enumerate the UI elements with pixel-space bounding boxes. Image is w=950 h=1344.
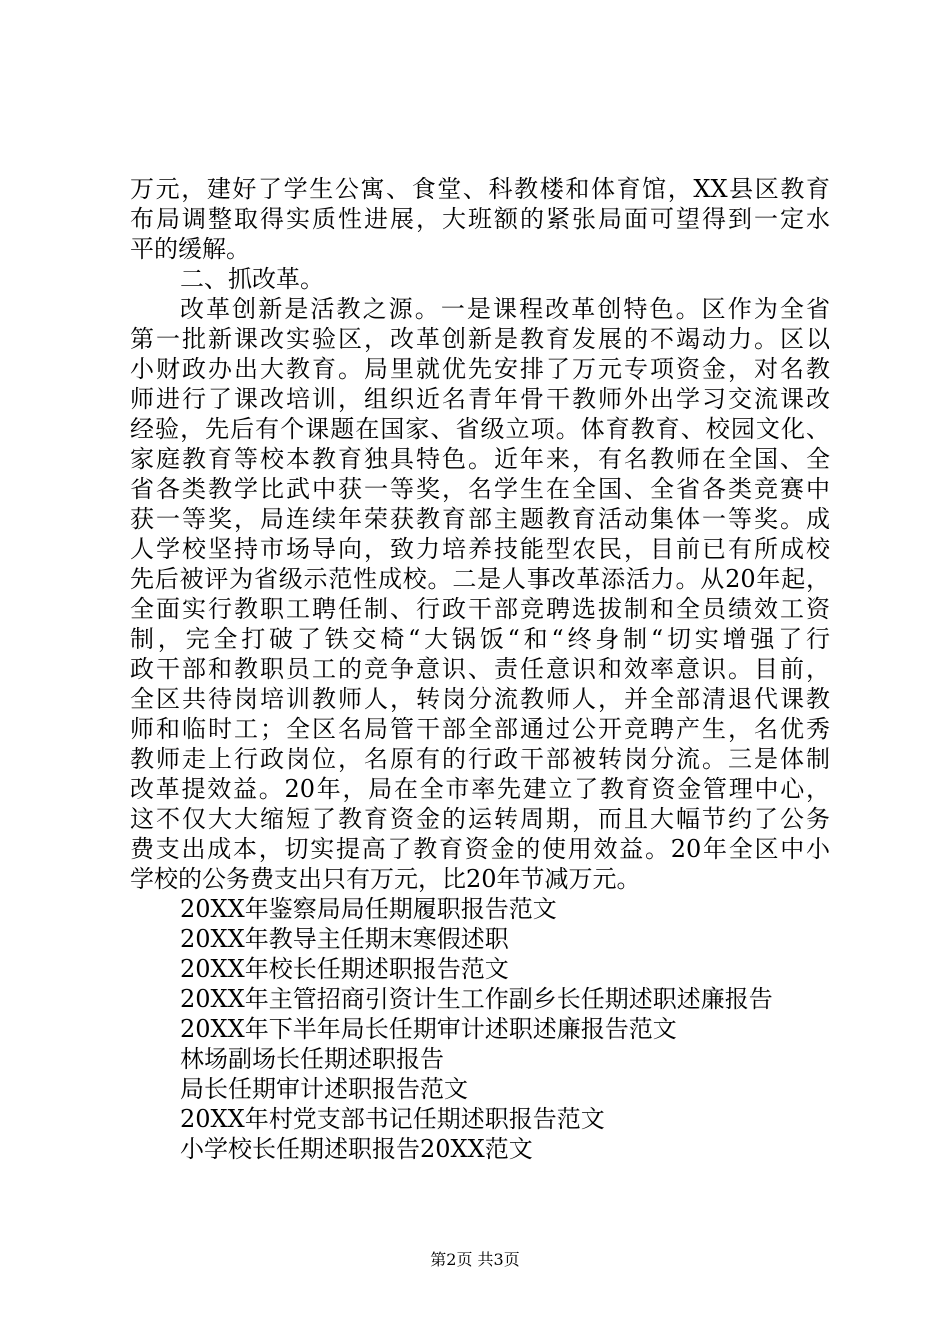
text-line: 这不仅大大缩短了教育资金的运转周期，而且大幅节约了公务	[130, 805, 830, 833]
related-link[interactable]: 20XX年教导主任期末寒假述职	[180, 925, 509, 953]
related-link[interactable]: 小学校长任期述职报告20XX范文	[180, 1135, 533, 1163]
text-line: 布局调整取得实质性进展，大班额的紧张局面可望得到一定水	[130, 205, 830, 233]
text-line: 先后被评为省级示范性成校。二是人事改革添活力。从20年起，	[130, 565, 830, 593]
related-links-list	[130, 894, 830, 1164]
page-footer: 第2页 共3页	[430, 1250, 520, 1269]
text-line: 平的缓解。	[130, 235, 250, 263]
paragraph-lines	[130, 174, 830, 894]
text-line: 师进行了课改培训，组织近名青年骨干教师外出学习交流课改	[130, 385, 830, 413]
related-link[interactable]: 20XX年村党支部书记任期述职报告范文	[180, 1105, 605, 1133]
text-line: 学校的公务费支出只有万元，比20年节减万元。	[130, 865, 641, 893]
related-link[interactable]: 局长任期审计述职报告范文	[180, 1075, 468, 1103]
related-link[interactable]: 林场副场长任期述职报告	[180, 1045, 444, 1073]
text-line: 师和临时工；全区名局管干部全部通过公开竞聘产生，名优秀	[130, 715, 830, 743]
text-line: 费支出成本，切实提高了教育资金的使用效益。20年全区中小	[130, 835, 830, 863]
text-line: 省各类教学比武中获一等奖，名学生在全国、全省各类竞赛中	[130, 475, 830, 503]
related-link[interactable]: 20XX年下半年局长任期审计述职述廉报告范文	[180, 1015, 677, 1043]
text-line: 经验，先后有个课题在国家、省级立项。体育教育、校园文化、	[130, 415, 830, 443]
related-link[interactable]: 20XX年鉴察局局任期履职报告范文	[180, 895, 557, 923]
text-line: 万元，建好了学生公寓、食堂、科教楼和体育馆，XX县区教育	[130, 175, 830, 203]
text-line: 改革提效益。20年，局在全市率先建立了教育资金管理中心，	[130, 775, 830, 803]
text-line: 二、抓改革。	[180, 265, 324, 293]
related-link[interactable]: 20XX年校长任期述职报告范文	[180, 955, 509, 983]
text-line: 全面实行教职工聘任制、行政干部竞聘选拔制和全员绩效工资	[130, 595, 830, 623]
text-line: 教师走上行政岗位，名原有的行政干部被转岗分流。三是体制	[130, 745, 830, 773]
text-line: 改革创新是活教之源。一是课程改革创特色。区作为全省	[180, 295, 830, 323]
text-line: 获一等奖，局连续年荣获教育部主题教育活动集体一等奖。成	[130, 505, 830, 533]
text-line: 政干部和教职员工的竞争意识、责任意识和效率意识。目前，	[130, 655, 830, 683]
text-line: 小财政办出大教育。局里就优先安排了万元专项资金，对名教	[130, 355, 830, 383]
text-line: 制，完全打破了铁交椅“大锅饭“和“终身制“切实增强了行	[130, 625, 830, 653]
text-line: 家庭教育等校本教育独具特色。近年来，有名教师在全国、全	[130, 445, 830, 473]
text-line: 第一批新课改实验区，改革创新是教育发展的不竭动力。区以	[130, 325, 830, 353]
document-body	[130, 174, 830, 1164]
text-line: 人学校坚持市场导向，致力培养技能型农民，目前已有所成校	[130, 535, 830, 563]
related-link[interactable]: 20XX年主管招商引资计生工作副乡长任期述职述廉报告	[180, 985, 773, 1013]
text-line: 全区共待岗培训教师人，转岗分流教师人，并全部清退代课教	[130, 685, 830, 713]
